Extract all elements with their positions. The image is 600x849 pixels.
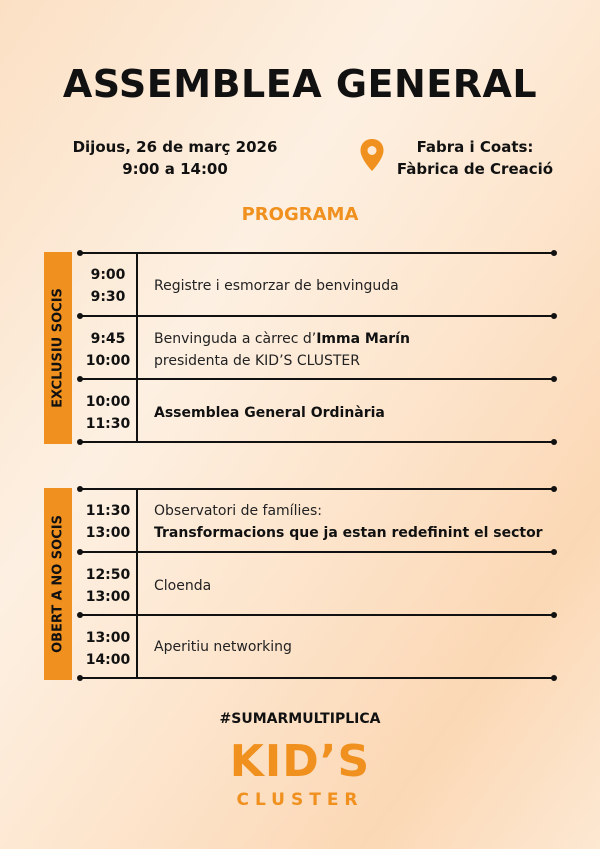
row-divider <box>80 315 554 317</box>
event-title: ASSEMBLEA GENERAL <box>62 62 538 106</box>
program-description: Registre i esmorzar de benvinguda <box>154 278 399 294</box>
row-divider <box>80 551 554 553</box>
event-location <box>355 136 555 182</box>
row-divider <box>80 677 554 679</box>
section-exclusiu-socis <box>44 252 556 444</box>
time-end: 11:30 <box>85 416 131 432</box>
section-label: OBERT A NO SOCIS <box>50 515 66 653</box>
time-start: 10:00 <box>85 394 131 410</box>
section-label-tab <box>44 252 72 444</box>
program-description: Observatori de famílies: Transformacions que ja estan redefinint el sector <box>154 503 543 541</box>
time-start: 9:45 <box>90 331 126 347</box>
time-start: 11:30 <box>85 503 131 519</box>
program-description: Assemblea General Ordinària <box>154 405 385 421</box>
row-divider <box>80 441 554 443</box>
time-end: 13:00 <box>85 525 131 541</box>
row-divider <box>80 614 554 616</box>
speaker-name: Imma Marín <box>316 331 410 347</box>
programa-heading: PROGRAMA <box>241 204 359 225</box>
kids-cluster-logo-subtitle: CLUSTER <box>236 790 364 810</box>
time-range: 9:00 a 14:00 <box>122 160 228 178</box>
program-description: Benvinguda a càrrec d’Imma Marín presidenta de KID’S CLUSTER <box>154 331 410 369</box>
time-start: 9:00 <box>90 267 126 283</box>
map-pin-icon <box>359 138 385 172</box>
location-line-2: Fàbrica de Creació <box>396 160 554 178</box>
row-divider <box>80 488 554 490</box>
time-divider <box>136 488 138 678</box>
event-date <box>60 136 290 180</box>
time-end: 13:00 <box>85 589 131 605</box>
kids-cluster-logo: KID’S <box>229 736 371 787</box>
location-line-1: Fabra i Coats: <box>416 138 534 156</box>
time-divider <box>136 252 138 442</box>
program-description: Aperitiu networking <box>154 639 292 655</box>
time-start: 12:50 <box>85 567 131 583</box>
section-label-tab <box>44 488 72 680</box>
time-end: 14:00 <box>85 652 131 668</box>
row-divider <box>80 252 554 254</box>
time-end: 9:30 <box>90 289 126 305</box>
section-label: EXCLUSIU SOCIS <box>50 288 66 408</box>
hashtag: #SUMARMULTIPLICA <box>219 711 381 727</box>
time-start: 13:00 <box>85 630 131 646</box>
time-end: 10:00 <box>85 353 131 369</box>
date-line: Dijous, 26 de març 2026 <box>72 138 278 156</box>
section-obert-a-no-socis <box>44 488 556 680</box>
program-description: Cloenda <box>154 578 212 594</box>
row-divider <box>80 378 554 380</box>
